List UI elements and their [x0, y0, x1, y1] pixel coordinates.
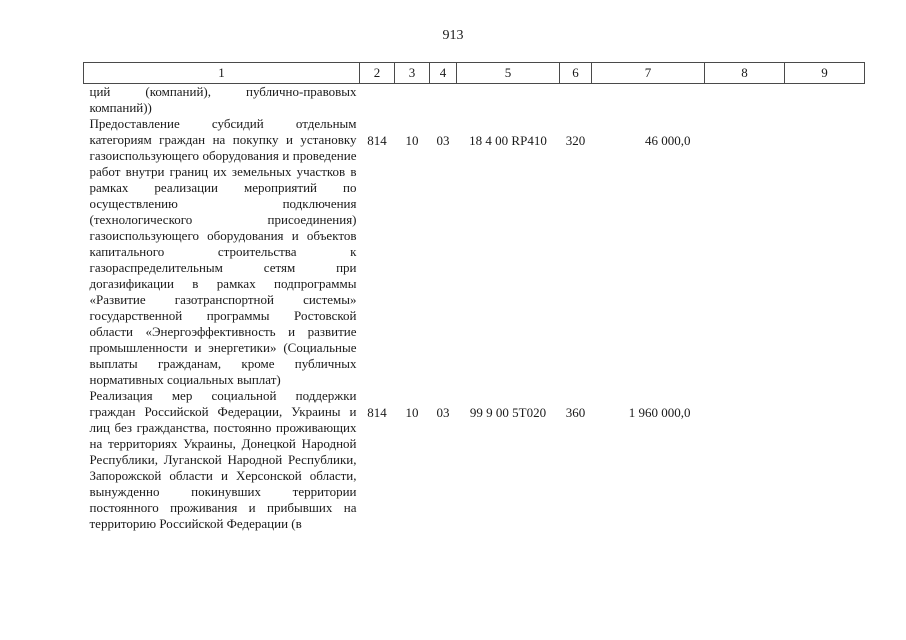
row-col-8 — [705, 388, 785, 532]
row-expense-type: 360 — [565, 405, 586, 420]
table-row — [84, 84, 865, 117]
row-amount: 46 000,0 — [645, 133, 691, 148]
header-col-4: 4 — [430, 63, 457, 84]
table-row — [84, 116, 865, 388]
row-description: Реализация мер социальной поддержки граждан Российской Федерации, Украины и лиц без гражданства, постоянно проживающих на территориях Украины, Донецкой Народной Республики, Луганской Народной Республики, Запорожской области и Херсонской области, вынужденно покинувших территории постоянного проживания и прибывших на территорию Российской Федерации (в — [89, 388, 357, 531]
row-col-8 — [705, 84, 785, 117]
row-ministry-code: 814 — [367, 405, 387, 420]
row-section — [395, 84, 430, 117]
page-number: 913 — [442, 28, 464, 43]
row-subsection: 03 — [436, 133, 450, 148]
row-ministry-code — [360, 84, 395, 117]
table-header — [84, 63, 865, 84]
header-col-7: 7 — [592, 63, 705, 84]
table-body — [84, 84, 865, 533]
row-description: Предоставление субсидий отдельным категориям граждан на покупку и установку газоиспользующего оборудования и проведение работ внутри границ их земельных участков в рамках реализации мероприятий по осуществлению подключения (технологического присоединения) газоиспользующего оборудования и объектов капитального строительства к газораспределительным сетям при догазификации в рамках подпрограммы «Развитие газотранспортной системы» государственной программы Ростовской области «Энергоэффективность и развитие промышленности и энергетики» (Социальные выплаты гражданам, кроме публичных нормативных социальных выплат) — [89, 116, 357, 387]
budget-table — [83, 62, 865, 532]
row-subsection — [430, 84, 457, 117]
row-target-article: 99 9 00 5Т020 — [469, 405, 547, 420]
row-ministry-code: 814 — [367, 133, 387, 148]
header-row — [84, 63, 865, 84]
row-section: 10 — [405, 133, 419, 148]
table-row — [84, 388, 865, 532]
row-amount — [592, 84, 705, 117]
row-section: 10 — [405, 405, 419, 420]
header-col-9: 9 — [785, 63, 865, 84]
header-col-8: 8 — [705, 63, 785, 84]
row-target-article: 18 4 00 RP410 — [469, 133, 547, 148]
row-target-article — [457, 84, 560, 117]
row-expense-type — [560, 84, 592, 117]
header-col-5: 5 — [457, 63, 560, 84]
header-col-6: 6 — [560, 63, 592, 84]
row-col-9 — [785, 84, 865, 117]
header-col-1: 1 — [84, 63, 360, 84]
row-description: ций (компаний), публично-правовых компаний)) — [89, 84, 357, 115]
header-col-2: 2 — [360, 63, 395, 84]
row-expense-type: 320 — [565, 133, 586, 148]
row-col-8 — [705, 116, 785, 388]
header-col-3: 3 — [395, 63, 430, 84]
row-subsection: 03 — [436, 405, 450, 420]
row-amount: 1 960 000,0 — [628, 405, 691, 420]
row-col-9 — [785, 388, 865, 532]
row-col-9 — [785, 116, 865, 388]
